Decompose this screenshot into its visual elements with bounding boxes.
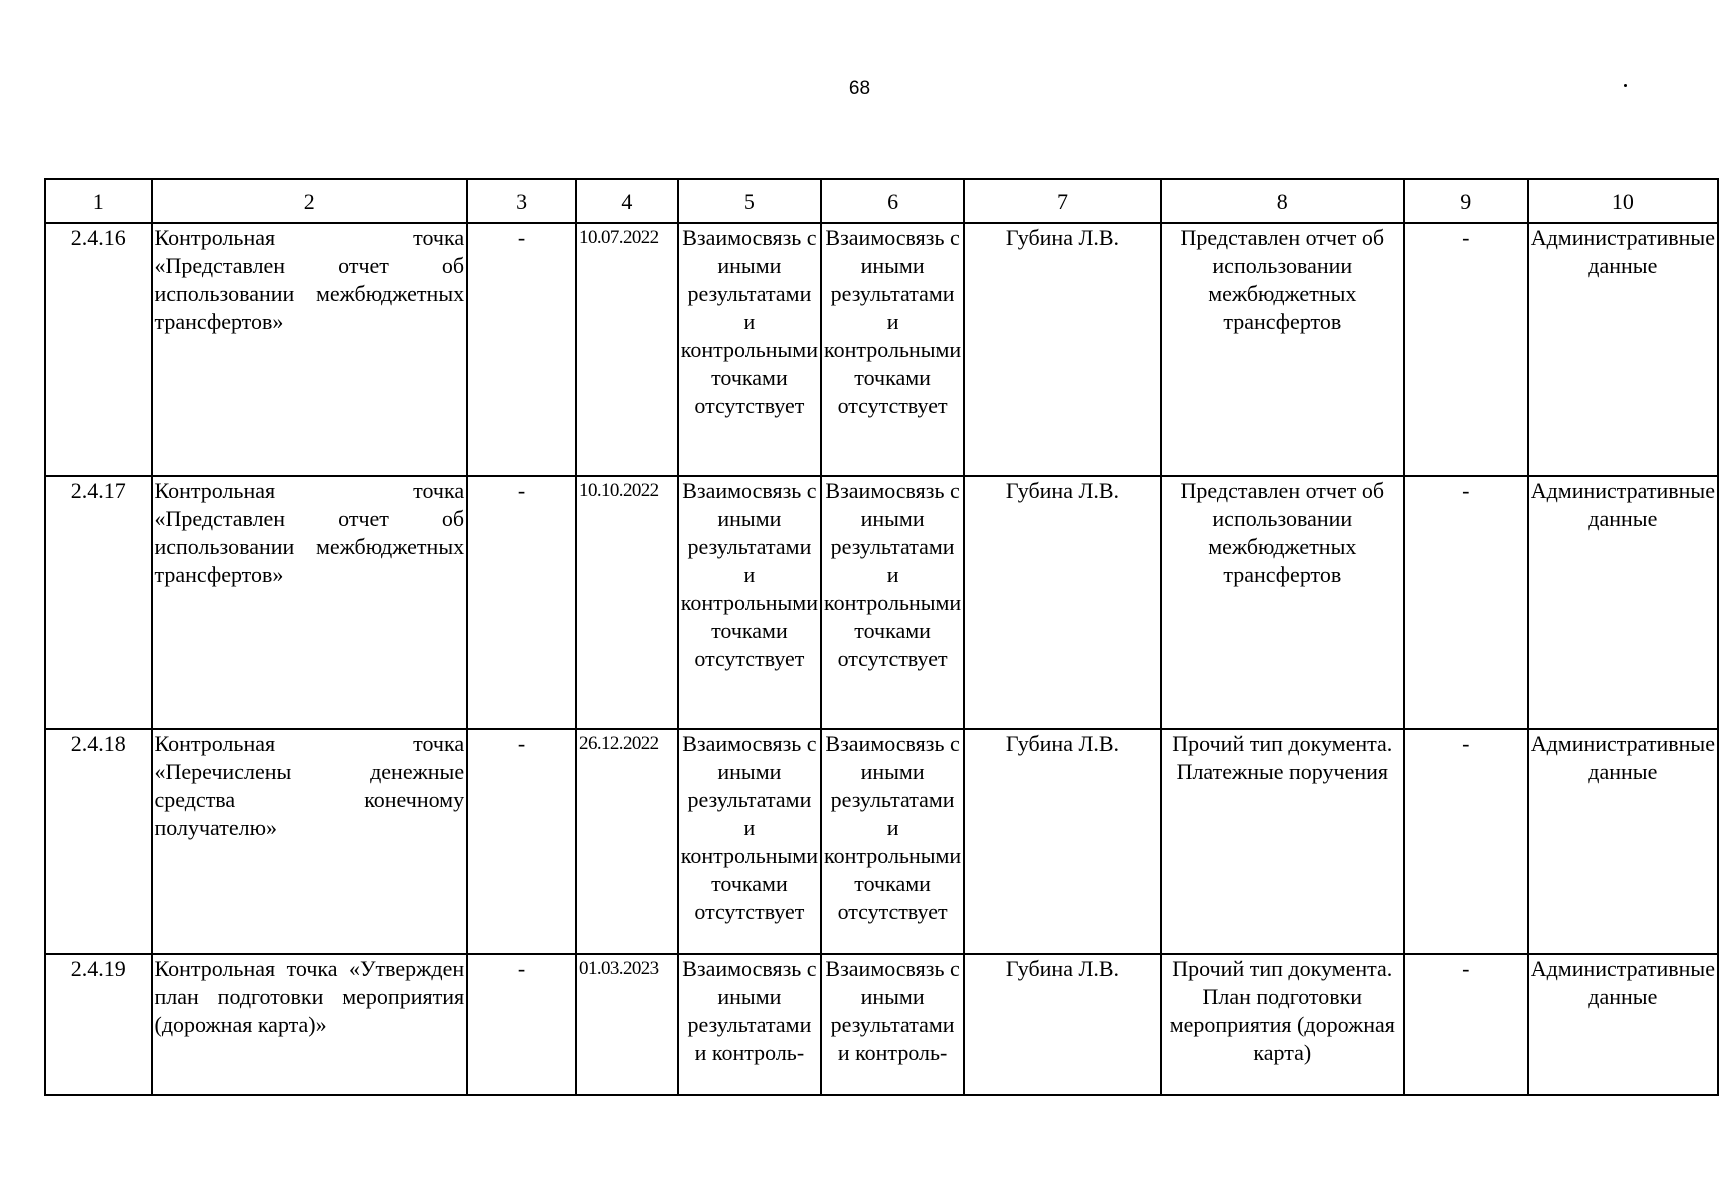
control-point-name: Контрольная точка «Утвержден план подготовки мероприятия (дорожная карта)» (152, 954, 468, 1095)
table-row (45, 223, 1718, 476)
responsible-cell: Губина Л.В. (964, 729, 1161, 954)
column-header: 5 (678, 179, 821, 223)
relation-cell: Взаимосвязь с иными результатами и контроль- (821, 954, 964, 1095)
row-number: 2.4.18 (45, 729, 152, 954)
responsible-cell: Губина Л.В. (964, 223, 1161, 476)
row-number: 2.4.19 (45, 954, 152, 1095)
col9-value: - (1404, 476, 1528, 729)
table-row (45, 729, 1718, 954)
column-header: 8 (1161, 179, 1404, 223)
col9-value: - (1404, 223, 1528, 476)
control-point-name: Контрольная точка «Представлен отчет об использовании межбюджетных трансфертов» (152, 223, 468, 476)
column-header: 2 (152, 179, 468, 223)
date-cell: 10.10.2022 (576, 476, 678, 729)
control-points-table (44, 178, 1719, 1096)
header-row (45, 179, 1718, 223)
relation-cell: Взаимосвязь с иными результатами и контрольными точками отсутствует (821, 729, 964, 954)
table-row (45, 954, 1718, 1095)
col3-value: - (467, 729, 576, 954)
relation-cell: Взаимосвязь с иными результатами и контрольными точками отсутствует (678, 729, 821, 954)
col9-value: - (1404, 729, 1528, 954)
column-header: 9 (1404, 179, 1528, 223)
control-point-name: Контрольная точка «Перечислены денежные средства конечному получателю» (152, 729, 468, 954)
info-system-cell: Административные данные (1528, 223, 1718, 476)
relation-cell: Взаимосвязь с иными результатами и контрольными точками отсутствует (821, 476, 964, 729)
row-number: 2.4.16 (45, 223, 152, 476)
responsible-cell: Губина Л.В. (964, 954, 1161, 1095)
info-system-cell: Административные данные (1528, 729, 1718, 954)
document-cell: Прочий тип документа. Платежные поручения (1161, 729, 1404, 954)
row-number: 2.4.17 (45, 476, 152, 729)
relation-cell: Взаимосвязь с иными результатами и контроль- (678, 954, 821, 1095)
document-cell: Представлен отчет об использовании межбюджетных трансфертов (1161, 476, 1404, 729)
column-header: 7 (964, 179, 1161, 223)
col9-value: - (1404, 954, 1528, 1095)
info-system-cell: Административные данные (1528, 476, 1718, 729)
relation-cell: Взаимосвязь с иными результатами и контрольными точками отсутствует (678, 223, 821, 476)
col3-value: - (467, 476, 576, 729)
column-header: 3 (467, 179, 576, 223)
table-row (45, 476, 1718, 729)
column-header: 6 (821, 179, 964, 223)
info-system-cell: Административные данные (1528, 954, 1718, 1095)
scan-speck (1624, 84, 1627, 87)
page-number: 68 (848, 78, 871, 99)
relation-cell: Взаимосвязь с иными результатами и контрольными точками отсутствует (678, 476, 821, 729)
col3-value: - (467, 954, 576, 1095)
document-cell: Представлен отчет об использовании межбюджетных трансфертов (1161, 223, 1404, 476)
column-header: 4 (576, 179, 678, 223)
responsible-cell: Губина Л.В. (964, 476, 1161, 729)
relation-cell: Взаимосвязь с иными результатами и контрольными точками отсутствует (821, 223, 964, 476)
document-cell: Прочий тип документа. План подготовки мероприятия (дорожная карта) (1161, 954, 1404, 1095)
date-cell: 10.07.2022 (576, 223, 678, 476)
column-header: 10 (1528, 179, 1718, 223)
date-cell: 26.12.2022 (576, 729, 678, 954)
control-point-name: Контрольная точка «Представлен отчет об использовании межбюджетных трансфертов» (152, 476, 468, 729)
date-cell: 01.03.2023 (576, 954, 678, 1095)
col3-value: - (467, 223, 576, 476)
column-header: 1 (45, 179, 152, 223)
